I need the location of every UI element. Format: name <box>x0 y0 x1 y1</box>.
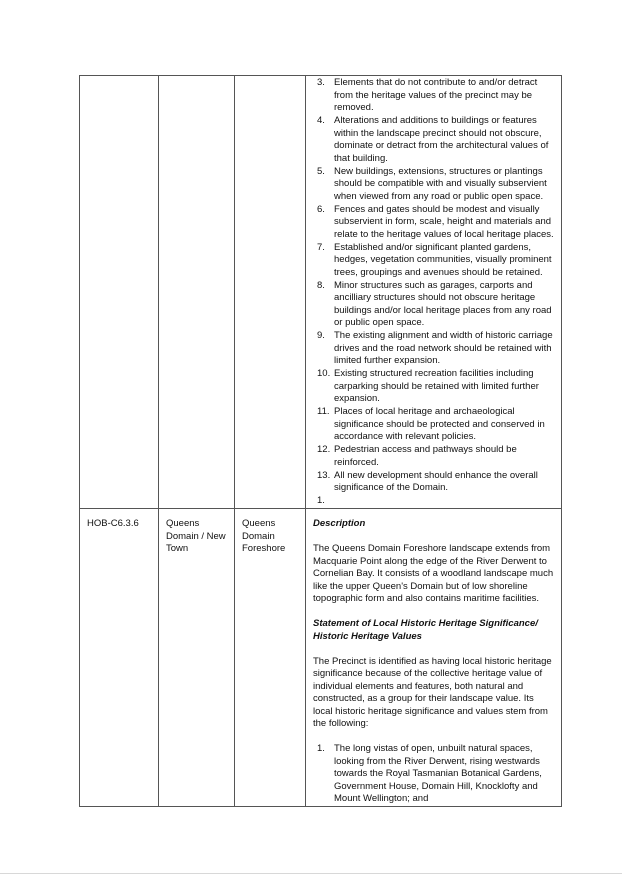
list-item-text: All new development should enhance the overall significance of the Domain. <box>334 469 538 493</box>
list-item <box>314 115 555 165</box>
table-row <box>80 76 562 509</box>
locality-cell <box>159 509 235 807</box>
list-item <box>314 77 555 115</box>
list-item-number: 6. <box>317 203 325 215</box>
list-item-text <box>334 495 555 508</box>
ref-cell <box>80 76 159 509</box>
list-item <box>314 280 555 330</box>
list-item-text: New buildings, extensions, structures or plantings should be compatible with and visually subservient when viewed from any road or public open space. <box>334 165 547 202</box>
heritage-precinct-table <box>79 75 562 807</box>
list-item-text: Minor structures such as garages, carports and ancilliary structures should not obscure heritage buildings and/or local heritage places from any road or public open space. <box>334 279 552 328</box>
list-item <box>314 330 555 368</box>
list-item-text: Fences and gates should be modest and visually subservient in form, scale, height and materials and relate to the heritage values of local heritage places. <box>334 203 554 240</box>
list-item <box>314 743 555 806</box>
description-cell <box>306 509 562 807</box>
list-item <box>314 204 555 242</box>
list-item-text: Alterations and additions to buildings or features within the landscape precinct should not obscure, dominate or detract from the architectural values of that building. <box>334 115 549 164</box>
list-item <box>314 444 555 469</box>
list-item-text: The existing alignment and width of historic carriage drives and the road network should be retained with limited further expansion. <box>334 330 553 366</box>
list-item-number: 1. <box>317 743 325 754</box>
description-heading: Description <box>313 518 366 529</box>
page-bottom-rule <box>0 873 622 874</box>
ref-cell <box>80 509 159 807</box>
table-row <box>80 509 562 807</box>
precinct-name: Queens Domain Foreshore <box>242 518 286 554</box>
precinct-ref: HOB-C6.3.6 <box>87 518 139 529</box>
list-item-number: 11. <box>317 406 330 417</box>
locality-cell <box>159 76 235 509</box>
list-item-number: 4. <box>317 115 325 126</box>
list-item-text: The long vistas of open, unbuilt natural spaces, looking from the River Derwent, rising westwards towards the Royal Tasmanian Botanical Gardens, Government House, Domain Hill, Knocklofty and Mount Wellington; and <box>334 743 542 804</box>
list-item-number: 1. <box>317 495 325 506</box>
guidelines-cell <box>306 76 562 509</box>
list-item <box>314 406 555 444</box>
list-item-text: Established and/or significant planted gardens, hedges, vegetation communities, visually prominent trees, groupings and avenues should be retained. <box>334 241 552 278</box>
list-item-text: Places of local heritage and archaeological significance should be protected and conserved in accordance with relevant policies. <box>334 406 545 442</box>
list-item-number: 13. <box>317 469 331 481</box>
list-item-number: 7. <box>317 241 325 253</box>
list-item-number: 5. <box>317 165 325 177</box>
precinct-locality: Queens Domain / New Town <box>166 518 226 554</box>
statement-text: The Precinct is identified as having local historic heritage significance because of the collective heritage value of individual elements and features, both natural and constructed, as a group for their landscape value. Its local historic heritage significance and values stem from the following: <box>313 655 552 729</box>
list-item <box>314 242 555 280</box>
list-item-text: Existing structured recreation facilities including carparking should be retained with limited further expansion. <box>334 368 539 404</box>
list-item-number: 12. <box>317 444 331 455</box>
list-item <box>314 166 555 204</box>
guidelines-list <box>306 77 561 508</box>
list-item-number: 10. <box>317 368 331 379</box>
list-item <box>314 368 555 406</box>
list-item <box>314 470 555 495</box>
list-item-text: Pedestrian access and pathways should be reinforced. <box>334 444 517 468</box>
description-text: The Queens Domain Foreshore landscape extends from Macquarie Point along the edge of the River Derwent to Cornelian Bay. It consists of a woodland landscape much like the upper Queen's Domain but of low shoreline topographic form and also contains maritime facilities. <box>313 543 554 604</box>
list-item-number: 3. <box>317 77 325 88</box>
list-item <box>314 495 555 508</box>
list-item-number: 9. <box>317 330 325 341</box>
name-cell <box>235 76 306 509</box>
statement-heading: Statement of Local Historic Heritage Significance/ Historic Heritage Values <box>313 618 538 642</box>
values-list <box>306 743 561 806</box>
list-item-text: Elements that do not contribute to and/or detract from the heritage values of the precinct may be removed. <box>334 77 538 113</box>
name-cell <box>235 509 306 807</box>
list-item-number: 8. <box>317 279 325 291</box>
